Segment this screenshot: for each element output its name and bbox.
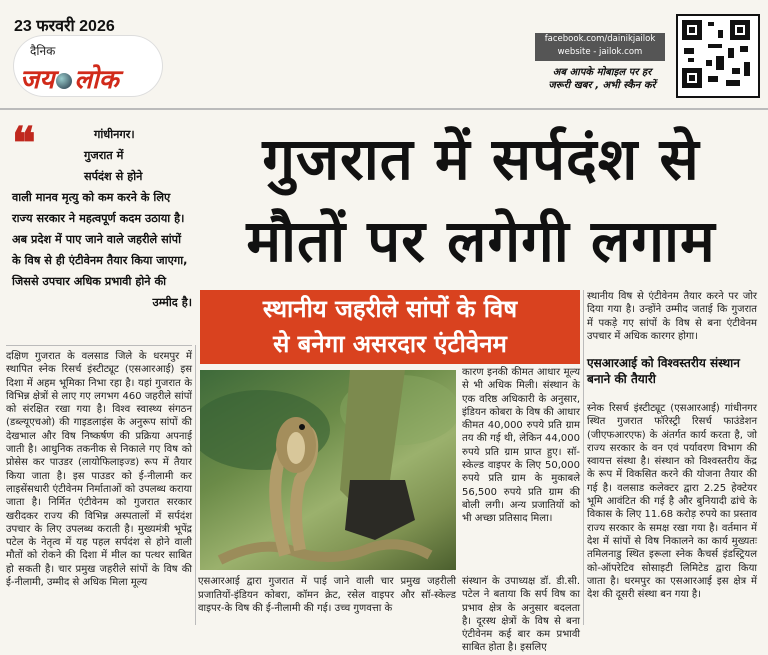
facebook-link[interactable]: facebook.com/dainikjailok	[544, 34, 656, 44]
article-column-2: कारण इनकी कीमत आधार मूल्य से भी अधिक मिली। संस्थान के एक वरिष्ठ अधिकारी के अनुसार, इंडियन कोबरा के विष की आधार कीमत 40,000 रुपये प्रति ग्राम तय की गई थी, लेकिन 44,000 रुपये प्रति ग्राम प्राप्त हुए। सॉ-स्केल्ड वाइपर के लिए 50,000 रुपये प्रति ग्राम के मुकाबले 56,500 रुपये प्रति ग्राम की बोली लगी। अन्य प्रजातियों को भी अच्छा प्रतिसाद मिला।	[462, 367, 580, 525]
cobra-photo	[200, 370, 456, 570]
quote-marks-icon: ❝	[12, 118, 36, 169]
logo	[20, 60, 119, 96]
quote-body: वाली मानव मृत्यु को कम करने के लिए राज्य सरकार ने महत्वपूर्ण कदम उठाया है। अब प्रदेश में पाए जाने वाले जहरीले सांपों के विष से ही एंटीवेनम तैयार किया जाएगा, जिससे उपचार अधिक प्रभावी होने की	[12, 191, 188, 288]
subheadline-line-1: स्थानीय जहरीले सांपों के विष	[262, 295, 518, 323]
pull-quote	[12, 118, 192, 313]
photo-caption: एसआरआई द्वारा गुजरात में पाई जाने वाली चार प्रमुख जहरीली प्रजातियों-इंडियन कोबरा, कॉमन क्रेट, रसेल वाइपर और सॉ-स्केल्ड वाइपर-के विष की ई-नीलामी की गई। उच्च गुणवत्ता के	[198, 576, 456, 614]
subheadline-box	[200, 290, 580, 364]
quote-line-3: सर्पदंश से होने	[84, 170, 143, 183]
column-divider	[583, 290, 584, 625]
scan-line-2: जरूरी खबर , अभी स्कैन करें	[548, 80, 656, 91]
article-column-1: दक्षिण गुजरात के वलसाड जिले के धरमपुर में स्थापित स्नेक रिसर्च इंस्टीट्यूट (एसआरआई) इस दिशा में अहम भूमिका निभा रहा है। यहां गुजरात के विभिन्न क्षेत्रों से लाए गए लगभग 460 जहरीले सांपों को संरक्षित रखा गया है। विश्व स्वास्थ्य संगठन (डब्ल्यूएचओ) की गाइडलाइंस के अनुरूप सांपों की देखभाल और विष निष्कर्षण की प्रक्रिया अपनाई जाती है। आधुनिक तकनीक से निकाले गए विष को प्रोसेस कर पाउडर (लायोफिलाइज्ड) रूप में तैयार किया जाता है। इस पाउडर को ई-नीलामी कर लाइसेंसधारी एंटीवेनम निर्माताओं को उपलब्ध कराया जाता है। निर्मित एंटीवेनम को गुजरात सरकार खरीदकर राज्य की विभिन्न अस्पतालों में सर्पदंश उपचार के लिए उपलब्ध कराती है। मुख्यमंत्री भूपेंद्र पटेल के नेतृत्व में यह पहल सर्पदंश से होने वाली मौतों को रोकने की दिशा में मील का पत्थर साबित हो सकती है। चार प्रमुख जहरीले सांपों के विष की ई-नीलामी, उम्मीद से अधिक मिला मूल्य	[6, 351, 192, 589]
headline-line-2: मौतों पर लगेगी लगाम	[246, 207, 716, 275]
headline	[196, 118, 766, 282]
headline-line-1: गुजरात में सर्पदंश से	[262, 125, 700, 193]
qr-code-icon[interactable]	[676, 14, 760, 98]
scan-prompt	[537, 66, 667, 92]
header-divider	[0, 108, 768, 110]
scan-line-1: अब आपके मोबाइल पर हर	[552, 67, 652, 78]
logo-right-text: लोक	[74, 65, 119, 95]
logo-top-text: दैनिक	[30, 44, 56, 58]
quote-line-2: गुजरात में	[84, 149, 124, 162]
quote-end: उम्मीद है।	[152, 296, 192, 309]
article-column-3-bottom: स्नेक रिसर्च इंस्टीट्यूट (एसआरआई) गांधीनगर स्थित गुजरात फॉरेस्ट्री रिसर्च फाउंडेशन (जीएफआरएफ) के अंतर्गत कार्य करता है, जो राज्य सरकार के वन एवं पर्यावरण विभाग की स्वायत्त संस्था है। संस्थान को विश्वस्तरीय केंद्र के रूप में विकसित करने की योजना तैयार की गई है। वलसाड कलेक्टर द्वारा 2.25 हेक्टेयर भूमि आवंटित की गई है और बुनियादी ढांचे के विकास के लिए 11.68 करोड़ रुपये का प्रस्ताव राज्य सरकार के समक्ष रखा गया है। वर्तमान में देश में सांपों से विष निकालने का कार्य मुख्यतः तमिलनाडु स्थित इरूला स्नेक कैचर्स इंडस्ट्रियल को-ऑपरेटिव सोसाइटी लिमिटेड द्वारा किया जाता है। धरमपुर का एसआरआई इस क्षेत्र में देश की दूसरी संस्था बन गया है।	[587, 403, 757, 601]
logo-left-text: जय	[20, 65, 55, 95]
quote-line-1: गांधीनगर।	[94, 128, 135, 141]
column-divider	[195, 345, 196, 625]
social-links-box	[535, 33, 665, 61]
publication-date: 23 फरवरी 2026	[14, 18, 115, 35]
cobra-snake-illustration	[200, 370, 456, 570]
column-top-rule	[6, 345, 192, 346]
section-subheading: एसआरआई को विश्वस्तरीय संस्थान बनाने की तैयारी	[587, 356, 740, 386]
website-link[interactable]: website - jailok.com	[557, 47, 643, 57]
subheadline-line-2: से बनेगा असरदार एंटीवेनम	[273, 330, 507, 358]
article-column-2-bottom: संस्थान के उपाध्यक्ष डॉ. डी.सी. पटेल ने बताया कि सर्प विष का प्रभाव क्षेत्र के अनुसार बदलता है। दूरस्थ क्षेत्रों के विष से बना एंटीवेनम कई बार कम प्रभावी साबित होता है। इसलिए	[462, 576, 580, 654]
globe-icon	[56, 73, 72, 89]
article-column-3: स्थानीय विष से एंटीवेनम तैयार करने पर जोर दिया गया है। उन्होंने उम्मीद जताई कि गुजरात में पकड़े गए सांपों के विष से बना एंटीवेनम उपचार में अधिक कारगर होगा।	[587, 291, 757, 342]
